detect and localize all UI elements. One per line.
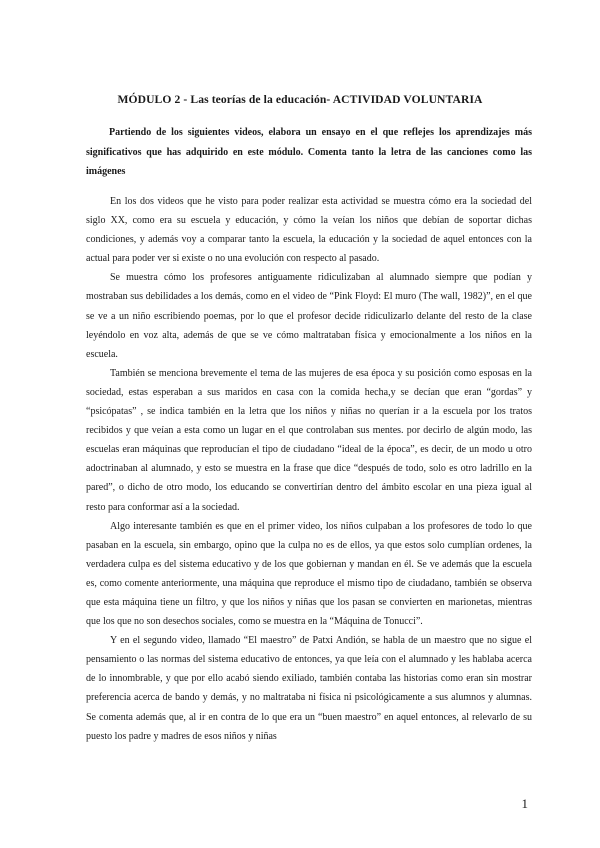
activity-prompt: Partiendo de los siguientes videos, elabora un ensayo en el que reflejes los aprendizajes más significativos que has adquirido en este módulo. Comenta tanto la letra de las canciones como las imágenes (86, 127, 532, 177)
paragraph-3: También se menciona brevemente el tema de las mujeres de esa época y su posición como esposas en la sociedad, estas esperaban a sus maridos en casa con la comida hecha,y se decían que eran “gordas” y “psicópatas” , se indica también en la letra que los niños y niñas no querían ir a la escuela por los tratos recibidos y que veían a esta como un lugar en el que controlaban sus mentes. por decirlo de algún modo, las escuelas eran máquinas que reproducían el tipo de ciudadano “ideal de la época”, es decir, de un modo u otro adoctrinaban al alumnado, y esto se muestra en la frase que dice “después de todo, solo es otro ladrillo en la pared”, o dicho de otro modo, los educando se convertirían dentro del ámbito escolar en una pieza igual al resto para conformar así a la sociedad. (86, 367, 532, 513)
document-title: MÓDULO 2 - Las teorías de la educación- ACTIVIDAD VOLUNTARIA (117, 93, 483, 106)
paragraph-1: En los dos videos que he visto para poder realizar esta actividad se muestra cómo era la sociedad del siglo XX, como era su escuela y educación, y cómo la veían los niños que debían de soportar dichas condiciones, y además voy a comparar tanto la escuela, la educación y la sociedad de aquel entonces con la actual para poder ver si existe o no una evolución con respecto al pasado. (86, 196, 532, 265)
paragraph-5: Y en el segundo video, llamado “El maestro” de Patxi Andión, se habla de un maestro que no sigue el pensamiento o las normas del sistema educativo de entonces, ya que leía con el alumnado y les hablaba acerca de lo innombrable, y que por ello acabó siendo exiliado, también contaba las historias como eran sin mostrar preferencia acerca de bando y demás, y no maltrataba ni física ni psicológicamente a sus alumnos y alumnas. Se comenta además que, al ir en contra de lo que era un “buen maestro” en aquel entonces, al relevarlo de su puesto los padre y madres de esos niños y niñas (86, 635, 532, 742)
essay-body (86, 192, 532, 746)
paragraph-4: Algo interesante también es que en el primer video, los niños culpaban a los profesores de todo lo que pasaban en la escuela, sin embargo, opino que la culpa no es de ellos, ya que estos solo cumplían ordenes, la verdadera culpa es del sistema educativo y de los que gobiernan y mandan en él. Se ve además que la escuela es, como comente anteriormente, una máquina que reproduce el mismo tipo de ciudadano, también se observa que esta máquina tiene un filtro, y que los niños y niñas que los pasan se convierten en marionetas, mientras que los que no son desechos sociales, como se muestra en la “Máquina de Tonucci”. (86, 520, 532, 628)
paragraph-2: Se muestra cómo los profesores antiguamente ridiculizaban al alumnado siempre que podían y mostraban sus debilidades a los demás, como en el video de “Pink Floyd: El muro (The wall, 1982)”, en el que se ve a un niño escribiendo poemas, por lo que el profesor decide ridiculizarlo delante del resto de la clase leyéndolo en voz alta, además de que se ve cómo maltrataban física y emocionalmente a los niños en la escuela. (86, 272, 532, 360)
page-number: 1 (521, 796, 528, 811)
